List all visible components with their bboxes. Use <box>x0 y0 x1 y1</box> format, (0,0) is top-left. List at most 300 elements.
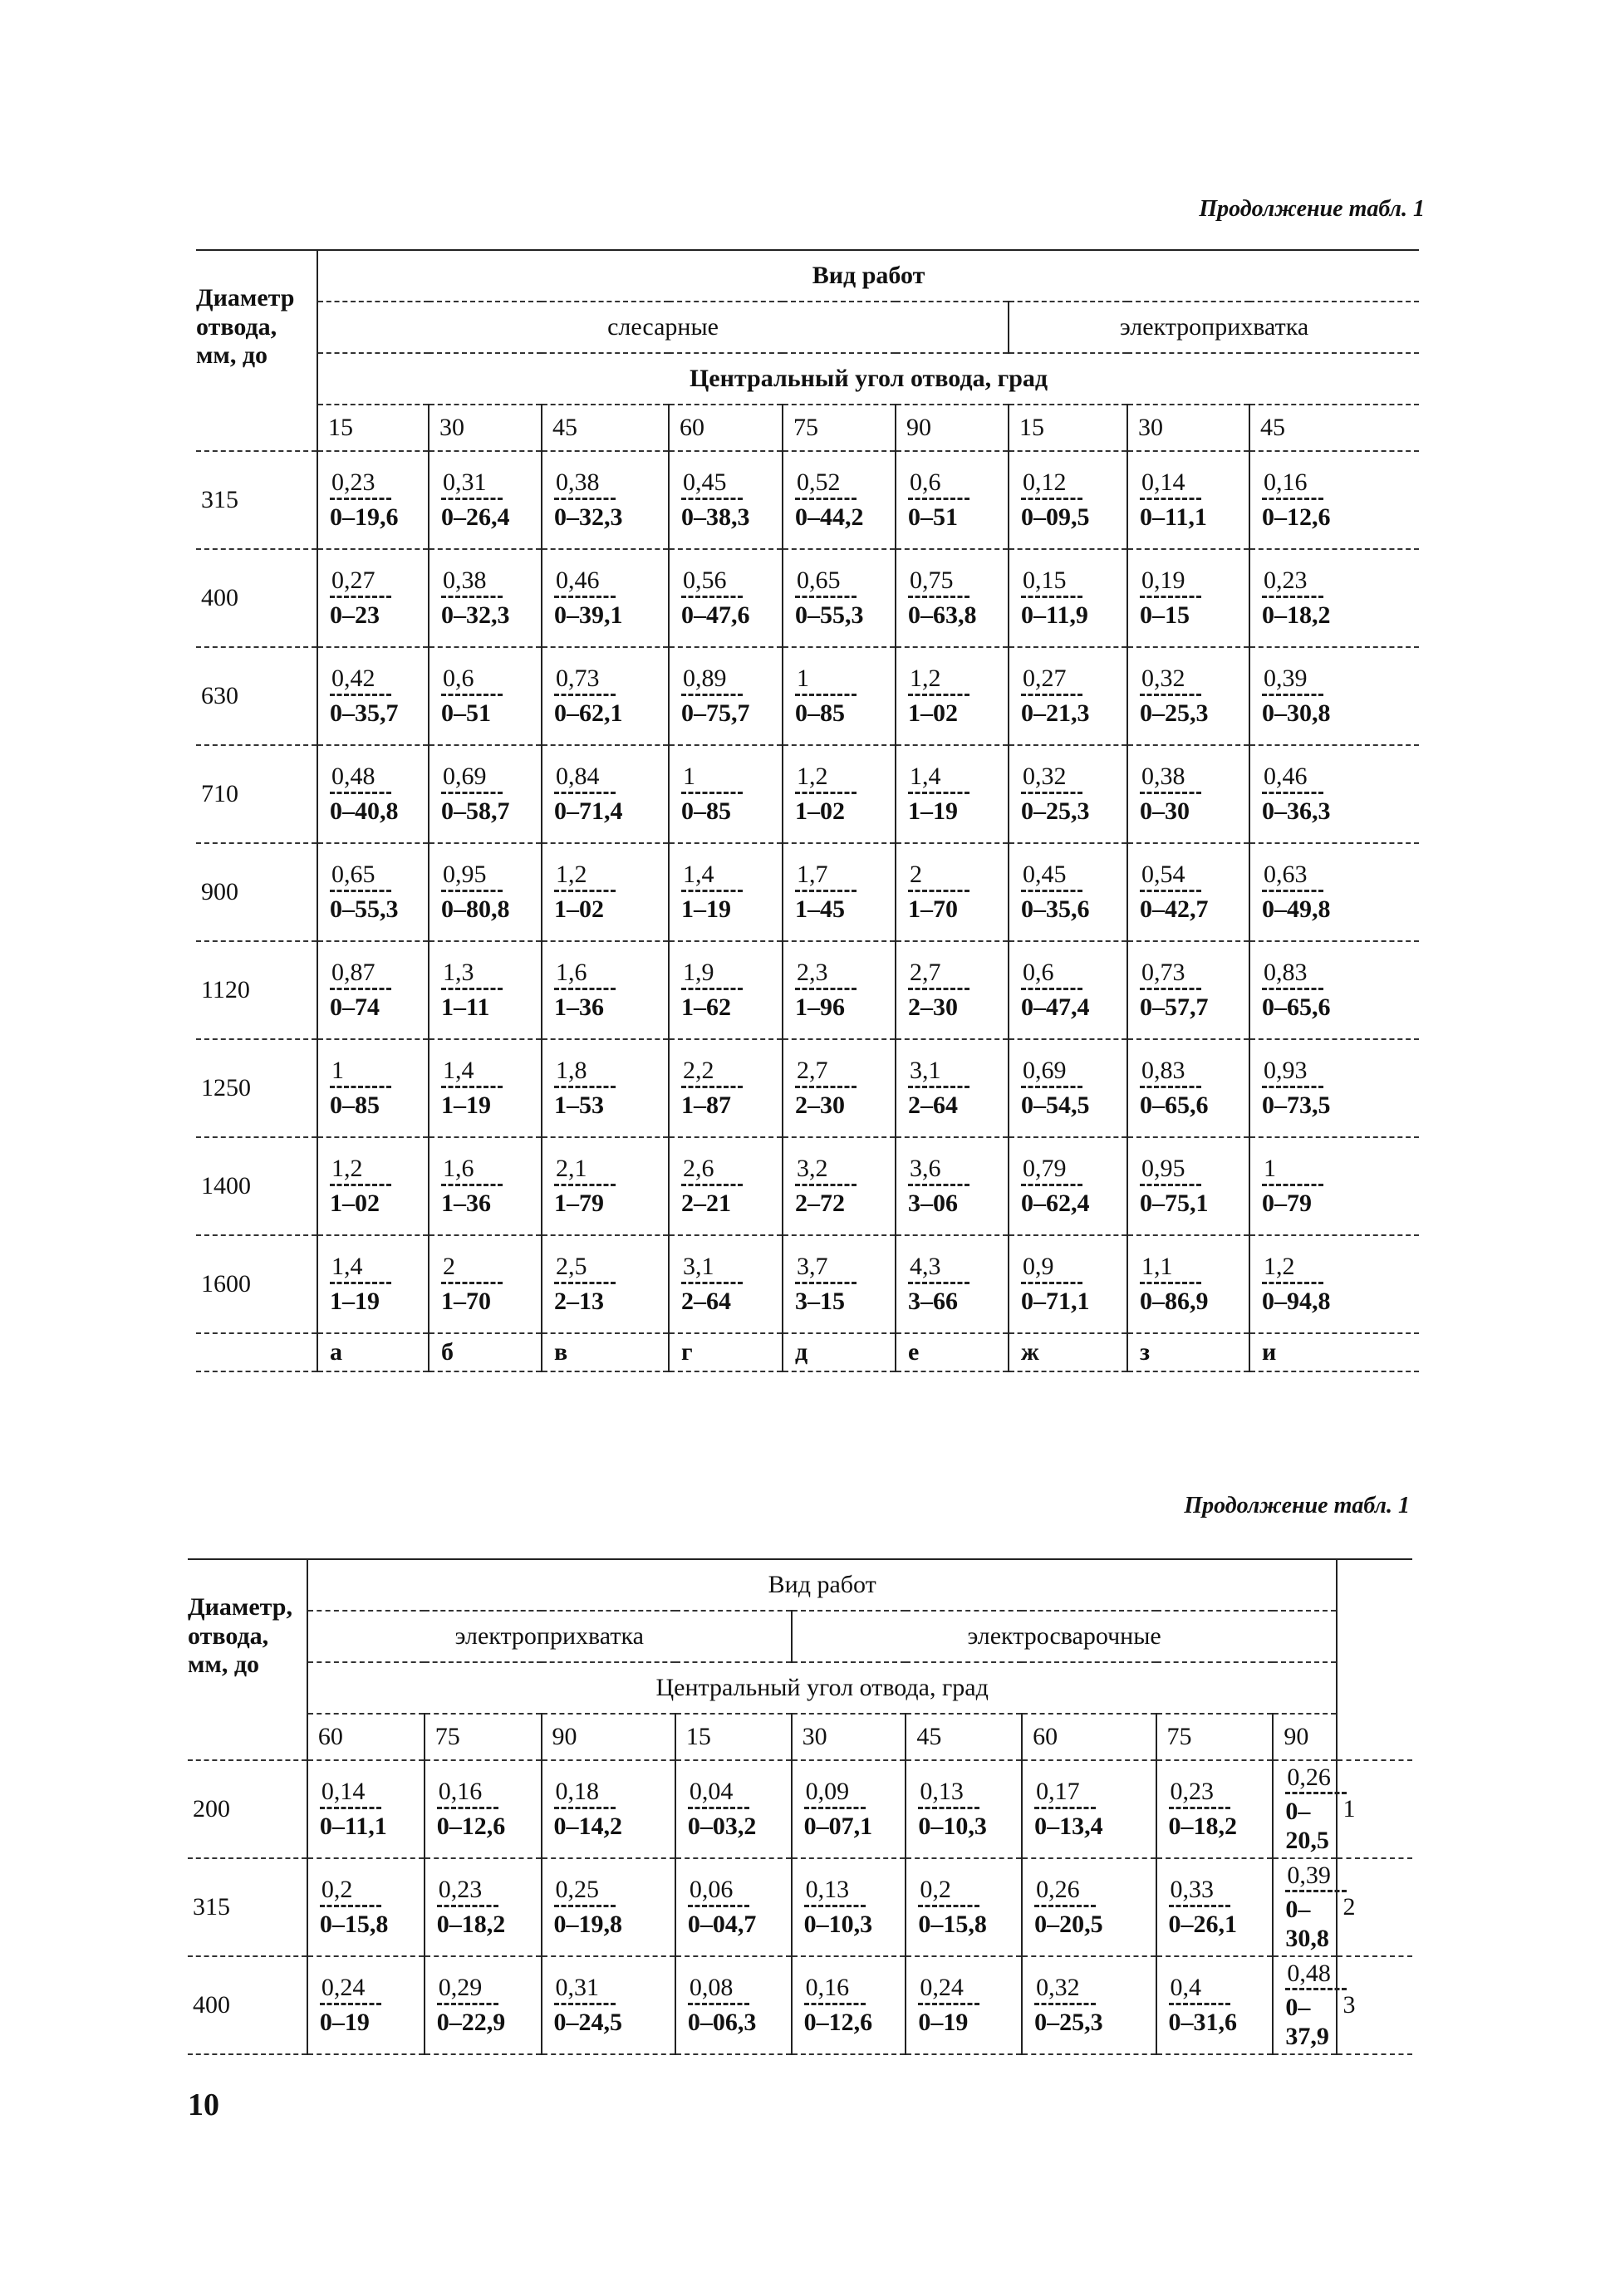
value-cell <box>669 1235 783 1333</box>
fraction-denominator: 0–19,8 <box>553 1910 623 1938</box>
fraction-denominator: 0–47,4 <box>1021 993 1090 1021</box>
fraction <box>1250 763 1419 826</box>
value-cell <box>1009 1137 1127 1235</box>
fraction <box>542 567 668 630</box>
fraction-numerator: 0,16 <box>804 1974 866 2005</box>
column-letter: е <box>896 1333 1009 1371</box>
diameter-header: Диаметр, отвода, мм, до <box>188 1559 307 1760</box>
fraction <box>670 763 782 826</box>
diameter-cell: 200 <box>188 1760 307 1858</box>
value-cell <box>1273 1760 1337 1858</box>
value-cell <box>669 647 783 745</box>
fraction-denominator: 0–15,8 <box>918 1910 987 1938</box>
fraction-denominator: 0–65,6 <box>1262 993 1331 1021</box>
value-cell <box>792 1956 906 2054</box>
fraction-denominator: 0–03,2 <box>687 1812 757 1840</box>
fraction <box>1274 1862 1336 1954</box>
fraction <box>542 959 668 1022</box>
value-cell <box>1009 647 1127 745</box>
value-cell <box>1249 941 1419 1039</box>
fraction <box>1250 861 1419 924</box>
fraction <box>1274 1764 1336 1856</box>
fraction-denominator: 0–38,3 <box>681 503 750 531</box>
fraction-denominator: 0–26,4 <box>441 503 510 531</box>
fraction-numerator: 4,3 <box>908 1253 969 1284</box>
fraction-numerator: 0,6 <box>908 469 969 500</box>
fraction-denominator: 0–62,1 <box>554 699 623 727</box>
fraction-numerator: 0,29 <box>437 1974 498 2005</box>
fraction <box>542 861 668 924</box>
fraction <box>1250 567 1419 630</box>
value-cell <box>425 1956 542 2054</box>
value-cell <box>783 941 896 1039</box>
angle-cell: 30 <box>792 1714 906 1760</box>
fraction-numerator: 0,23 <box>1262 567 1323 598</box>
subgroup-right-header: электросварочные <box>792 1611 1338 1662</box>
fraction-denominator: 0–75,1 <box>1140 1189 1209 1217</box>
fraction-denominator: 0–35,6 <box>1021 895 1090 923</box>
fraction <box>896 1155 1008 1218</box>
fraction <box>670 1155 782 1218</box>
fraction-numerator: 0,39 <box>1285 1862 1347 1893</box>
value-cell <box>1127 1039 1249 1137</box>
fraction-denominator: 1–19 <box>908 797 958 825</box>
fraction <box>793 1778 906 1841</box>
fraction <box>1128 1155 1249 1218</box>
table-row <box>196 451 1419 549</box>
fraction-numerator: 2,3 <box>795 959 857 990</box>
fraction-denominator: 0–11,1 <box>319 1812 387 1840</box>
value-cell <box>542 1760 675 1858</box>
value-cell <box>317 843 429 941</box>
fraction-denominator: 0–85 <box>681 797 731 825</box>
value-cell <box>896 549 1009 647</box>
fraction <box>429 567 541 630</box>
fraction-denominator: 0–19,6 <box>330 503 399 531</box>
angle-cell: 75 <box>783 405 896 451</box>
fraction-numerator: 1,6 <box>441 1155 503 1186</box>
fraction <box>1009 861 1127 924</box>
fraction <box>425 1876 541 1939</box>
column-letter: ж <box>1009 1333 1127 1371</box>
fraction-numerator: 1,2 <box>554 861 616 892</box>
fraction <box>1250 959 1419 1022</box>
letter-blank <box>196 1333 317 1371</box>
fraction <box>318 861 428 924</box>
fraction <box>906 1974 1021 2037</box>
value-cell <box>1009 1235 1127 1333</box>
fraction <box>429 1057 541 1120</box>
fraction <box>676 1876 791 1939</box>
table-row <box>188 1858 1412 1956</box>
fraction-numerator: 0,73 <box>1140 959 1201 990</box>
column-letter: и <box>1249 1333 1419 1371</box>
fraction-denominator: 0–73,5 <box>1262 1091 1331 1119</box>
value-cell <box>896 843 1009 941</box>
fraction <box>1128 763 1249 826</box>
fraction-denominator: 2–72 <box>795 1189 845 1217</box>
subgroup-left-header: электроприхватка <box>307 1611 792 1662</box>
value-cell <box>307 1956 425 2054</box>
fraction-denominator: 2–64 <box>681 1287 731 1315</box>
work-type-header: Вид работ <box>317 250 1419 302</box>
value-cell <box>1009 549 1127 647</box>
value-cell <box>429 549 542 647</box>
fraction <box>896 567 1008 630</box>
fraction-denominator: 0–54,5 <box>1021 1091 1090 1119</box>
fraction-denominator: 0–79 <box>1262 1189 1312 1217</box>
diameter-header: Диаметр отвода, мм, до <box>196 250 317 451</box>
fraction-numerator: 0,16 <box>437 1778 498 1809</box>
fraction-denominator: 0–19 <box>319 2008 370 2036</box>
fraction <box>1128 567 1249 630</box>
value-cell <box>542 843 669 941</box>
fraction-numerator: 1,2 <box>908 665 969 696</box>
fraction-denominator: 0–10,3 <box>918 1812 987 1840</box>
fraction-denominator: 3–15 <box>795 1287 845 1315</box>
value-cell <box>317 1137 429 1235</box>
fraction-denominator: 0–12,6 <box>803 2008 873 2036</box>
fraction-numerator: 0,46 <box>554 567 616 598</box>
fraction-numerator: 0,23 <box>1169 1778 1230 1809</box>
fraction <box>1023 1876 1155 1939</box>
diameter-cell: 400 <box>196 549 317 647</box>
value-cell <box>1009 1039 1127 1137</box>
fraction-denominator: 0–24,5 <box>553 2008 623 2036</box>
column-letter: а <box>317 1333 429 1371</box>
fraction <box>318 1155 428 1218</box>
fraction-numerator: 2,7 <box>908 959 969 990</box>
column-letter: г <box>669 1333 783 1371</box>
angle-cell: 30 <box>1127 405 1249 451</box>
value-cell <box>783 647 896 745</box>
fraction-numerator: 0,54 <box>1140 861 1201 892</box>
fraction <box>1023 1778 1155 1841</box>
fraction-numerator: 0,09 <box>804 1778 866 1809</box>
value-cell <box>317 941 429 1039</box>
value-cell <box>669 549 783 647</box>
column-letter: б <box>429 1333 542 1371</box>
fraction-numerator: 0,38 <box>554 469 616 500</box>
fraction-numerator: 0,24 <box>320 1974 381 2005</box>
fraction-numerator: 0,39 <box>1262 665 1323 696</box>
fraction-denominator: 0–63,8 <box>908 601 977 629</box>
fraction-numerator: 2,1 <box>554 1155 616 1186</box>
fraction-denominator: 1–11 <box>441 993 490 1021</box>
value-cell <box>429 1235 542 1333</box>
subgroup-right-header: электроприхватка <box>1009 302 1419 353</box>
fraction-numerator: 2,6 <box>681 1155 743 1186</box>
fraction-numerator: 1,2 <box>330 1155 391 1186</box>
fraction-denominator: 1–02 <box>795 797 845 825</box>
fraction <box>1023 1974 1155 2037</box>
fraction-denominator: 0–94,8 <box>1262 1287 1331 1315</box>
subgroup-left-header: слесарные <box>317 302 1009 353</box>
fraction-denominator: 1–96 <box>795 993 845 1021</box>
diameter-cell: 1250 <box>196 1039 317 1137</box>
fraction <box>542 1876 675 1939</box>
value-cell <box>1022 1858 1156 1956</box>
fraction-numerator: 0,32 <box>1021 763 1082 794</box>
fraction <box>542 665 668 728</box>
angle-cell: 45 <box>1249 405 1419 451</box>
value-cell <box>1249 647 1419 745</box>
table-row <box>196 647 1419 745</box>
fraction <box>318 665 428 728</box>
fraction-denominator: 0–51 <box>908 503 958 531</box>
value-cell <box>317 451 429 549</box>
angle-cell: 15 <box>675 1714 792 1760</box>
value-cell <box>542 1039 669 1137</box>
value-cell <box>317 745 429 843</box>
fraction <box>1009 1057 1127 1120</box>
column-letter: з <box>1127 1333 1249 1371</box>
fraction <box>670 567 782 630</box>
value-cell <box>1127 941 1249 1039</box>
fraction-numerator: 0,69 <box>1021 1057 1082 1088</box>
fraction <box>676 1974 791 2037</box>
fraction <box>783 1057 895 1120</box>
table1 <box>196 249 1419 1372</box>
value-cell <box>425 1760 542 1858</box>
table-row <box>188 1760 1412 1858</box>
fraction-denominator: 0–22,9 <box>436 2008 506 2036</box>
fraction <box>429 665 541 728</box>
fraction <box>793 1974 906 2037</box>
value-cell <box>783 451 896 549</box>
fraction <box>783 469 895 532</box>
value-cell <box>307 1858 425 1956</box>
fraction-denominator: 0–09,5 <box>1021 503 1090 531</box>
angle-cell: 45 <box>542 405 669 451</box>
table2-caption: Продолжение табл. 1 <box>1184 1493 1410 1518</box>
fraction-denominator: 3–66 <box>908 1287 958 1315</box>
fraction-numerator: 0,84 <box>554 763 616 794</box>
fraction-numerator: 1,8 <box>554 1057 616 1088</box>
diameter-cell: 1120 <box>196 941 317 1039</box>
fraction <box>783 1253 895 1316</box>
fraction-numerator: 0,04 <box>688 1778 749 1809</box>
fraction-numerator: 1,4 <box>441 1057 503 1088</box>
fraction-denominator: 0–35,7 <box>330 699 399 727</box>
value-cell <box>896 745 1009 843</box>
fraction-numerator: 0,48 <box>330 763 391 794</box>
diameter-cell: 900 <box>196 843 317 941</box>
fraction <box>906 1778 1021 1841</box>
fraction-numerator: 0,32 <box>1034 1974 1096 2005</box>
fraction-numerator: 0,2 <box>320 1876 381 1907</box>
fraction-numerator: 1,1 <box>1140 1253 1201 1284</box>
angle-cell: 15 <box>1009 405 1127 451</box>
fraction-denominator: 0–37,9 <box>1285 1994 1329 2050</box>
fraction-numerator: 0,83 <box>1262 959 1323 990</box>
fraction-numerator: 0,26 <box>1034 1876 1096 1907</box>
fraction-denominator: 0–55,3 <box>330 895 399 923</box>
fraction-denominator: 0–18,2 <box>1168 1812 1238 1840</box>
fraction-numerator: 0,52 <box>795 469 857 500</box>
fraction-denominator: 0–19 <box>918 2008 969 2036</box>
fraction <box>1009 1253 1127 1316</box>
value-cell <box>783 1235 896 1333</box>
fraction <box>670 665 782 728</box>
column-letter: в <box>542 1333 669 1371</box>
fraction <box>1157 1974 1273 2037</box>
value-cell <box>542 745 669 843</box>
fraction <box>783 567 895 630</box>
fraction-numerator: 0,45 <box>1021 861 1082 892</box>
fraction <box>542 1974 675 2037</box>
fraction <box>308 1876 424 1939</box>
fraction-numerator: 3,1 <box>681 1253 743 1284</box>
value-cell <box>1156 1858 1274 1956</box>
fraction-denominator: 0–30,8 <box>1285 1896 1329 1952</box>
fraction-numerator: 1,7 <box>795 861 857 892</box>
value-cell <box>429 1137 542 1235</box>
table-row <box>196 549 1419 647</box>
fraction-denominator: 0–51 <box>441 699 491 727</box>
fraction <box>542 1057 668 1120</box>
angle-cell: 90 <box>1273 1714 1337 1760</box>
value-cell <box>1009 745 1127 843</box>
fraction-numerator: 1 <box>330 1057 391 1088</box>
fraction <box>783 763 895 826</box>
fraction <box>542 1253 668 1316</box>
value-cell <box>317 1039 429 1137</box>
angle-header: Центральный угол отвода, град <box>307 1662 1338 1714</box>
fraction-numerator: 0,13 <box>918 1778 979 1809</box>
fraction-numerator: 0,83 <box>1140 1057 1201 1088</box>
table-row <box>196 843 1419 941</box>
fraction-denominator: 0–71,4 <box>554 797 623 825</box>
fraction-numerator: 0,26 <box>1285 1764 1347 1795</box>
fraction-denominator: 0–07,1 <box>803 1812 873 1840</box>
fraction-denominator: 0–12,6 <box>1262 503 1331 531</box>
fraction <box>318 469 428 532</box>
value-cell <box>542 1137 669 1235</box>
fraction-denominator: 1–02 <box>554 895 604 923</box>
fraction <box>1250 665 1419 728</box>
value-cell <box>1273 1956 1337 2054</box>
fraction-numerator: 0,25 <box>554 1876 616 1907</box>
fraction-numerator: 3,7 <box>795 1253 857 1284</box>
fraction <box>1128 1253 1249 1316</box>
fraction-numerator: 0,69 <box>441 763 503 794</box>
fraction-numerator: 0,2 <box>918 1876 979 1907</box>
fraction-denominator: 0–85 <box>330 1091 380 1119</box>
fraction <box>896 763 1008 826</box>
fraction-denominator: 0–74 <box>330 993 380 1021</box>
fraction-denominator: 0–12,6 <box>436 1812 506 1840</box>
fraction-denominator: 0–25,3 <box>1021 797 1090 825</box>
fraction-numerator: 0,9 <box>1021 1253 1082 1284</box>
fraction <box>896 1253 1008 1316</box>
fraction-denominator: 1–36 <box>554 993 604 1021</box>
fraction-denominator: 1–79 <box>554 1189 604 1217</box>
fraction <box>1250 1155 1419 1218</box>
fraction <box>783 861 895 924</box>
table-row <box>196 745 1419 843</box>
fraction <box>1128 1057 1249 1120</box>
fraction-numerator: 1,2 <box>795 763 857 794</box>
fraction-denominator: 1–45 <box>795 895 845 923</box>
angle-cell: 60 <box>669 405 783 451</box>
table-row <box>188 1956 1412 2054</box>
fraction-numerator: 0,32 <box>1140 665 1201 696</box>
fraction-numerator: 3,6 <box>908 1155 969 1186</box>
row-number: 2 <box>1337 1858 1412 1956</box>
value-cell <box>669 941 783 1039</box>
fraction-denominator: 0–31,6 <box>1168 2008 1238 2036</box>
row-number: 1 <box>1337 1760 1412 1858</box>
fraction-denominator: 1–70 <box>908 895 958 923</box>
fraction <box>896 469 1008 532</box>
fraction-denominator: 0–26,1 <box>1168 1910 1238 1938</box>
fraction-numerator: 0,14 <box>1140 469 1201 500</box>
fraction-denominator: 1–19 <box>330 1287 380 1315</box>
value-cell <box>1022 1956 1156 2054</box>
angle-cell: 30 <box>429 405 542 451</box>
value-cell <box>792 1760 906 1858</box>
value-cell <box>906 1956 1022 2054</box>
fraction-numerator: 2,5 <box>554 1253 616 1284</box>
value-cell <box>1249 451 1419 549</box>
fraction-numerator: 0,12 <box>1021 469 1082 500</box>
fraction-denominator: 1–19 <box>441 1091 491 1119</box>
value-cell <box>542 1235 669 1333</box>
fraction-numerator: 1 <box>795 665 857 696</box>
fraction-denominator: 0–36,3 <box>1262 797 1331 825</box>
fraction <box>308 1778 424 1841</box>
value-cell <box>906 1858 1022 1956</box>
fraction <box>670 861 782 924</box>
fraction-numerator: 0,89 <box>681 665 743 696</box>
value-cell <box>783 1137 896 1235</box>
value-cell <box>429 1039 542 1137</box>
fraction-numerator: 0,95 <box>1140 1155 1201 1186</box>
value-cell <box>1156 1760 1274 1858</box>
fraction-numerator: 2 <box>908 861 969 892</box>
fraction-denominator: 0–75,7 <box>681 699 750 727</box>
angle-header: Центральный угол отвода, град <box>317 353 1419 405</box>
work-type-header: Вид работ <box>307 1559 1338 1611</box>
fraction-numerator: 0,48 <box>1285 1960 1347 1991</box>
fraction-numerator: 0,08 <box>688 1974 749 2005</box>
fraction <box>318 1057 428 1120</box>
fraction-denominator: 0–71,1 <box>1021 1287 1090 1315</box>
value-cell <box>896 941 1009 1039</box>
fraction-denominator: 1–19 <box>681 895 731 923</box>
fraction <box>896 861 1008 924</box>
value-cell <box>1127 1235 1249 1333</box>
fraction-numerator: 1,6 <box>554 959 616 990</box>
value-cell <box>1127 745 1249 843</box>
value-cell <box>429 745 542 843</box>
fraction <box>896 665 1008 728</box>
angle-cell: 75 <box>1156 1714 1274 1760</box>
fraction <box>429 861 541 924</box>
fraction-numerator: 0,42 <box>330 665 391 696</box>
value-cell <box>1127 549 1249 647</box>
value-cell <box>669 843 783 941</box>
fraction-denominator: 1–70 <box>441 1287 491 1315</box>
fraction-denominator: 0–23 <box>330 601 380 629</box>
value-cell <box>792 1858 906 1956</box>
value-cell <box>906 1760 1022 1858</box>
value-cell <box>675 1858 792 1956</box>
value-cell <box>429 941 542 1039</box>
fraction-numerator: 0,24 <box>918 1974 979 2005</box>
angle-cell: 90 <box>896 405 1009 451</box>
